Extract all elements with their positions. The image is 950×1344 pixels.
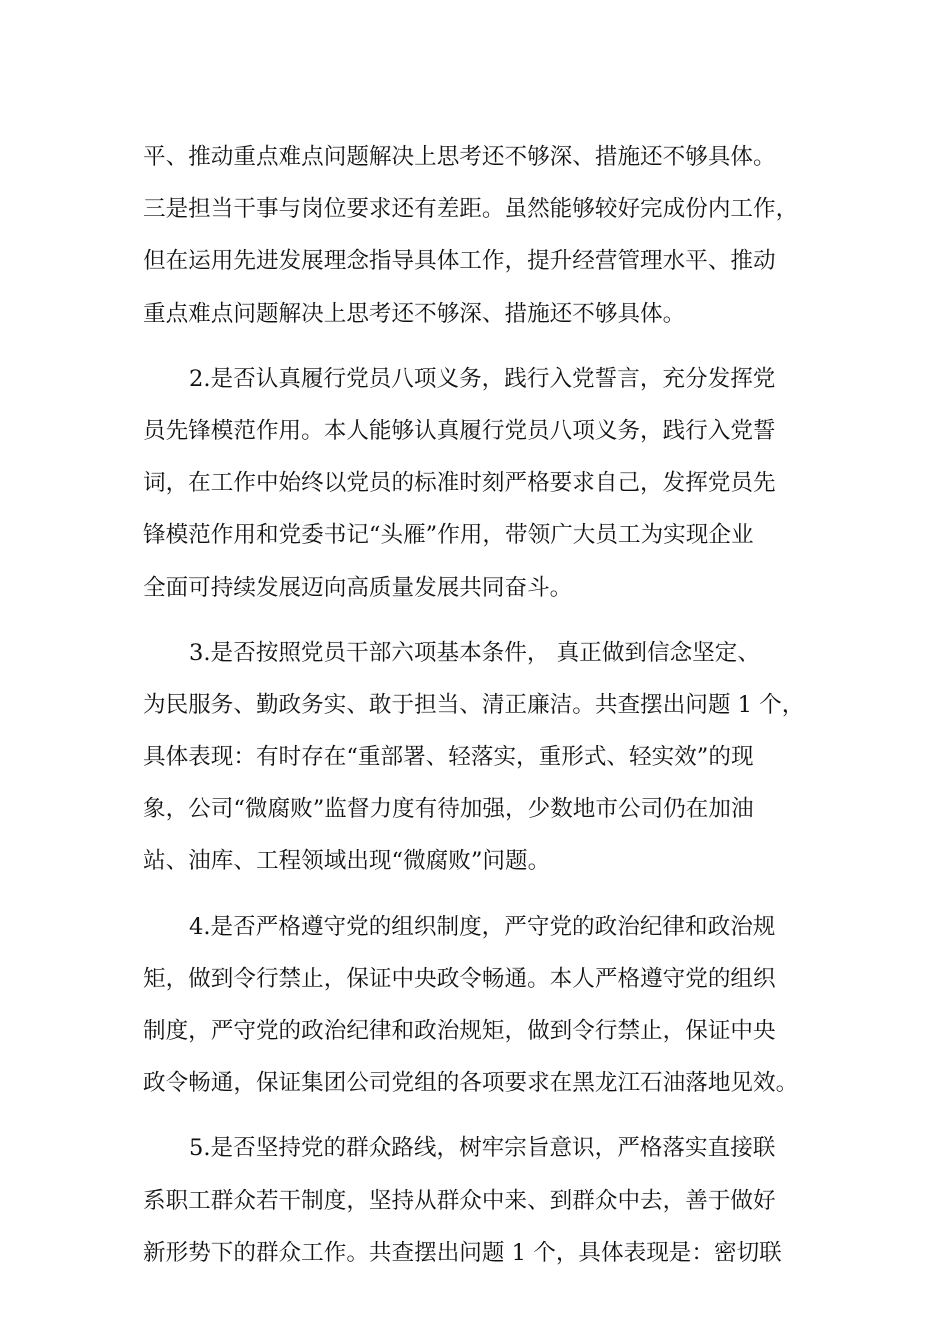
text-line: 政令畅通，保证集团公司党组的各项要求在黑龙江石油落地见效。 xyxy=(143,1070,799,1097)
text-line: 平、推动重点难点问题解决上思考还不够深、措施还不够具体。 xyxy=(143,144,776,170)
text-line: 4.是否严格遵守党的组织制度，严守党的政治纪律和政治规 xyxy=(189,913,776,940)
text-line: 矩，做到令行禁止，保证中央政令畅通。本人严格遵守党的组织 xyxy=(143,965,776,992)
paragraph-4 xyxy=(143,901,823,1110)
text-line: 员先锋模范作用。本人能够认真履行党员八项义务，践行入党誓 xyxy=(143,417,776,444)
paragraph-5 xyxy=(143,1122,823,1279)
paragraph-1 xyxy=(143,131,823,340)
text-line: 制度，严守党的政治纪律和政治规矩，做到令行禁止，保证中央 xyxy=(143,1018,776,1044)
text-line: 重点难点问题解决上思考还不够深、措施还不够具体。 xyxy=(143,300,686,327)
paragraph-3 xyxy=(143,627,823,888)
text-line: 系职工群众若干制度，坚持从群众中来、到群众中去，善于做好 xyxy=(143,1187,776,1214)
text-line: 三是担当干事与岗位要求还有差距。虽然能够较好完成份内工作， xyxy=(143,196,799,223)
text-line: 锋模范作用和党委书记“头雁”作用，带领广大员工为实现企业 xyxy=(143,522,754,549)
text-line: 2.是否认真履行党员八项义务，践行入党誓言，充分发挥党 xyxy=(189,365,776,392)
text-line: 3.是否按照党员干部六项基本条件， 真正做到信念坚定、 xyxy=(189,639,760,666)
text-line: 全面可持续发展迈向高质量发展共同奋斗。 xyxy=(143,574,573,601)
text-line: 词，在工作中始终以党员的标准时刻严格要求自己，发挥党员先 xyxy=(143,470,776,497)
text-line: 具体表现：有时存在“重部署、轻落实，重形式、轻实效”的现 xyxy=(143,744,754,771)
paragraph-gap xyxy=(143,888,823,901)
text-line: 但在运用先进发展理念指导具体工作，提升经营管理水平、推动 xyxy=(143,248,776,275)
text-line: 象，公司“微腐败”监督力度有待加强，少数地市公司仍在加油 xyxy=(143,796,754,823)
paragraph-gap xyxy=(143,340,823,353)
text-line: 新形势下的群众工作。共查摆出问题 1 个，具体表现是：密切联 xyxy=(143,1239,782,1266)
text-line: 为民服务、勤政务实、敢于担当、清正廉洁。共查摆出问题 1 个， xyxy=(143,691,805,718)
paragraph-gap xyxy=(143,614,823,627)
text-line: 5.是否坚持党的群众路线，树牢宗旨意识，严格落实直接联 xyxy=(189,1135,776,1162)
text-line: 站、油库、工程领域出现“微腐败”问题。 xyxy=(143,848,551,875)
document-body xyxy=(143,131,823,1279)
paragraph-2 xyxy=(143,353,823,614)
paragraph-gap xyxy=(143,1109,823,1122)
